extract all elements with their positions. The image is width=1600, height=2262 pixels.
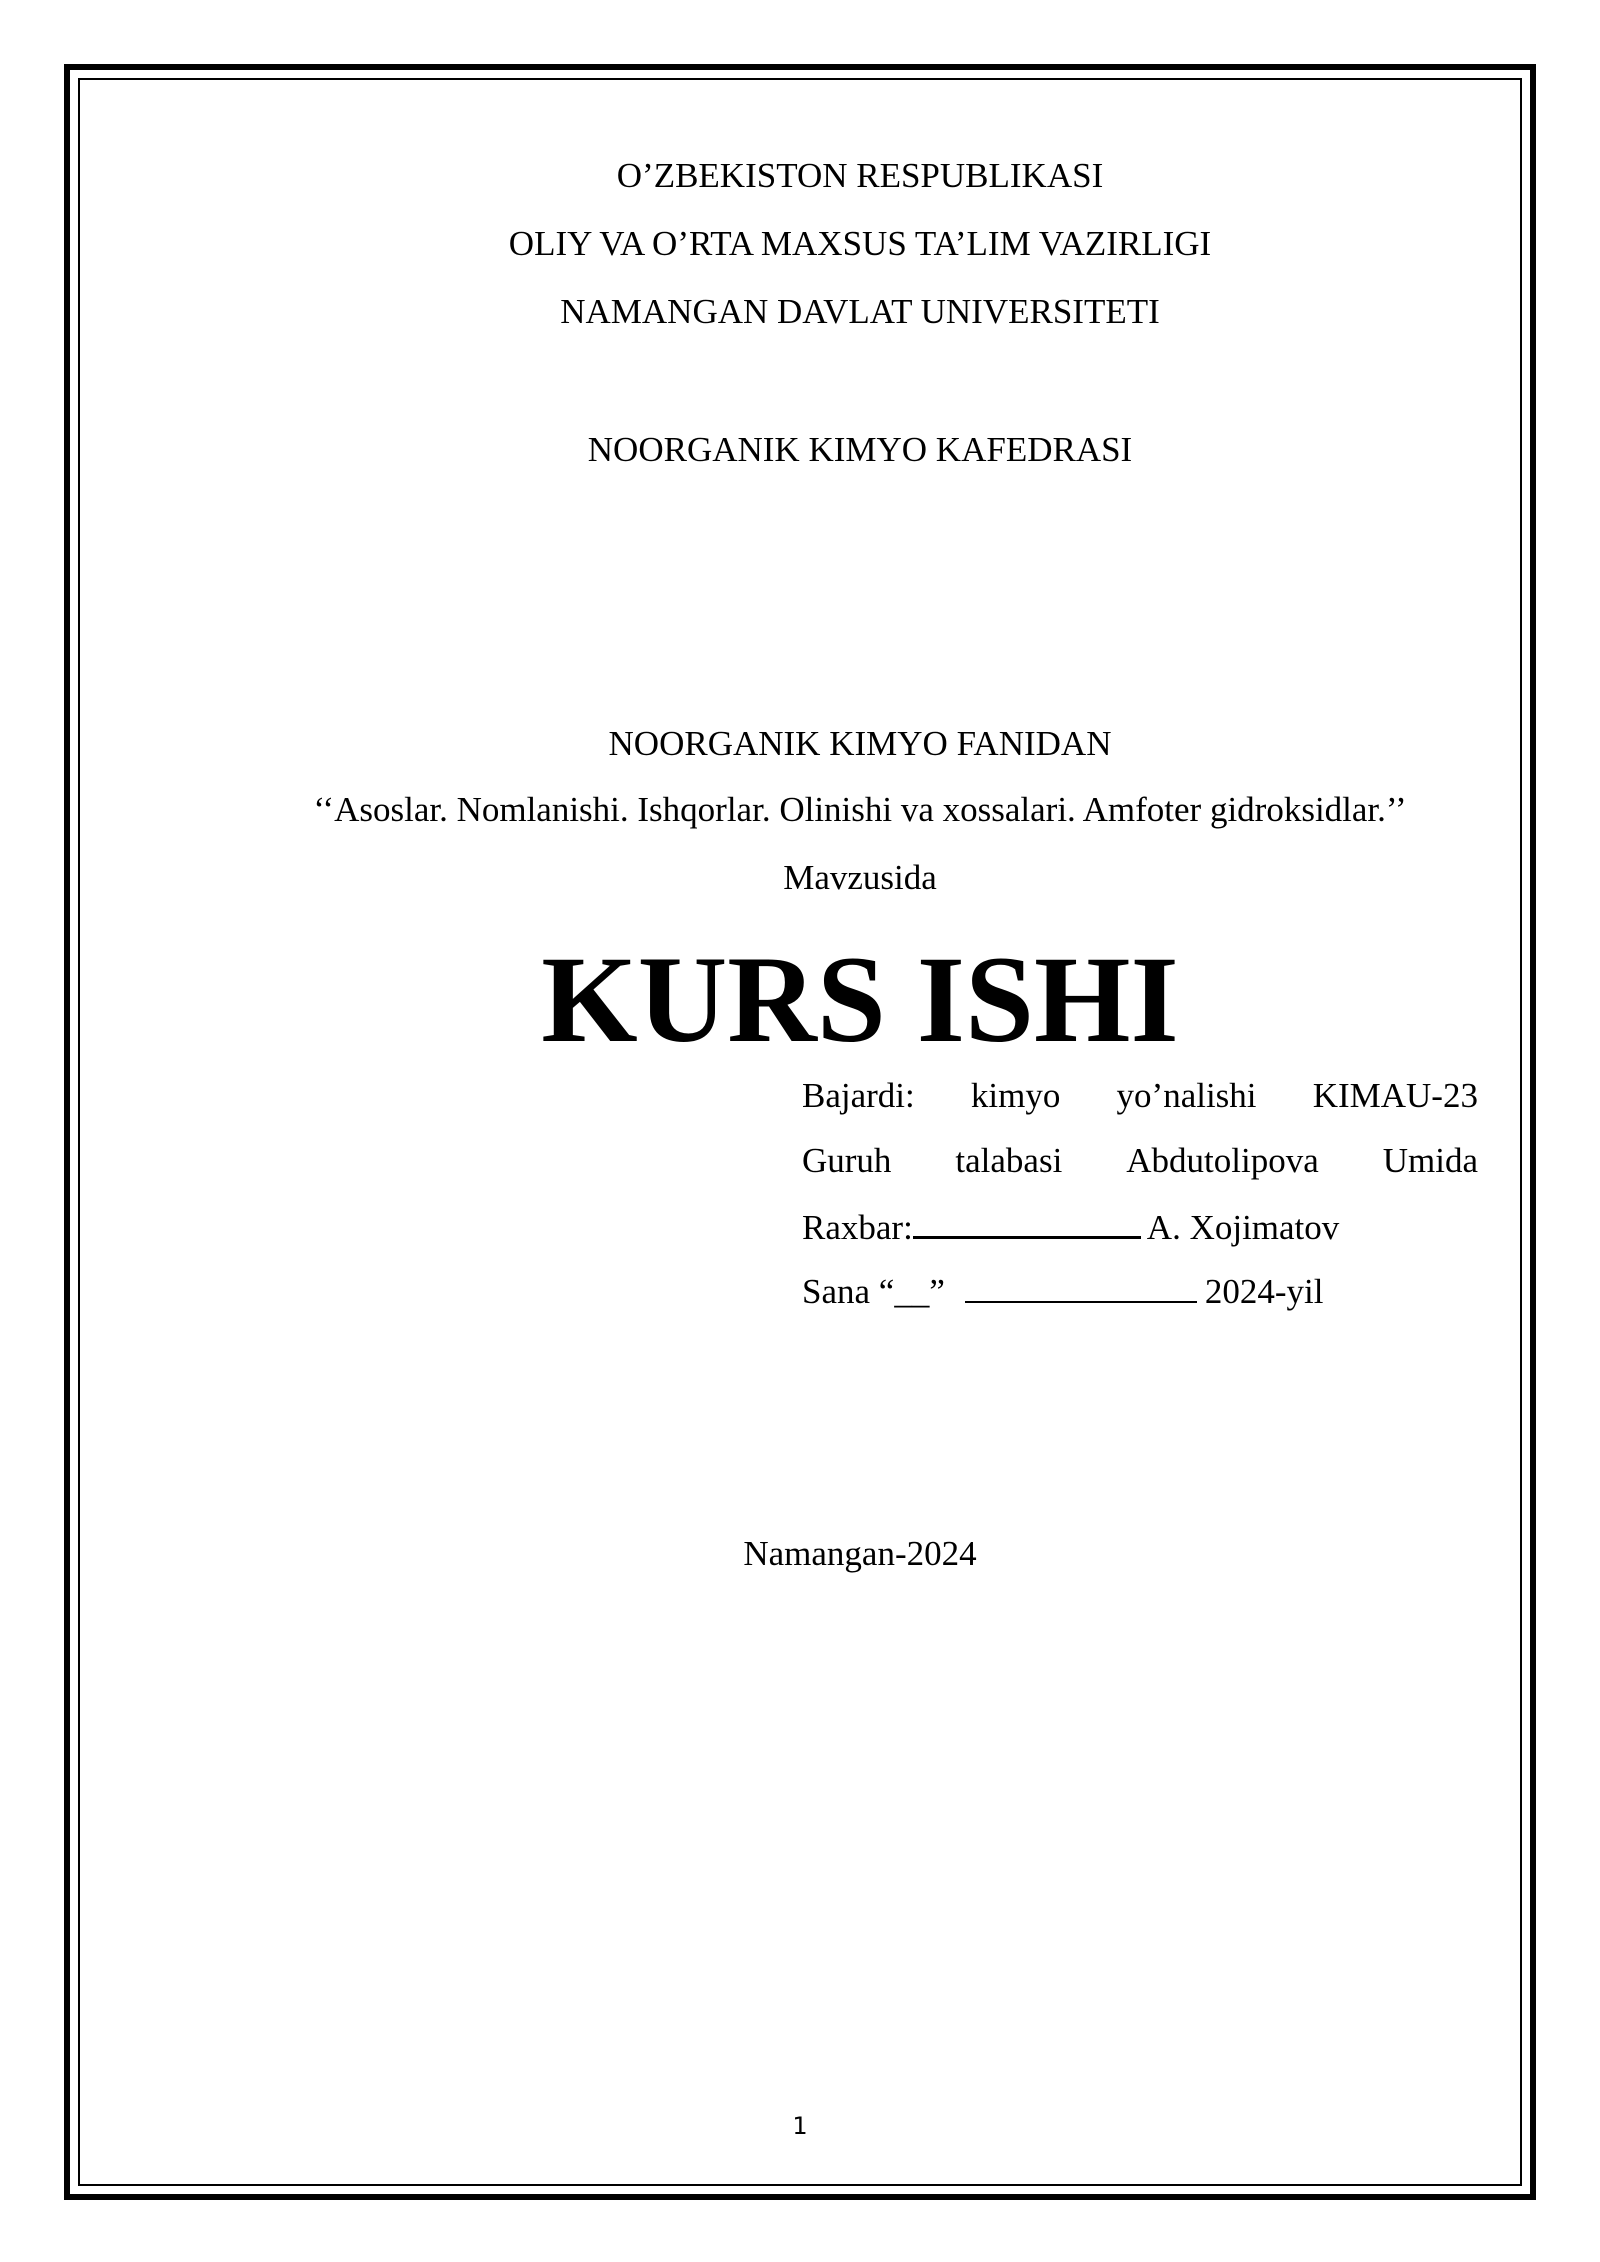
university-name: NAMANGAN DAVLAT UNIVERSITETI (560, 292, 1160, 331)
supervisor-label: Raxbar: (802, 1208, 913, 1247)
group-word: talabasi (955, 1141, 1063, 1180)
page-border-inner (78, 78, 1522, 2186)
group-word: Guruh (802, 1141, 892, 1180)
department-name: NOORGANIK KIMYO KAFEDRASI (587, 430, 1133, 469)
performer-word: KIMAU-23 (1312, 1076, 1478, 1115)
date-line (802, 1271, 1478, 1312)
date-label: Sana “__” (802, 1272, 945, 1311)
topic-line: ‘‘Asoslar. Nomlanishi. Ishqorlar. Olinishi va xossalari. Amfoter gidroksidlar.’’ (313, 790, 1407, 829)
group-line (802, 1141, 1478, 1181)
supervisor-signature-blank (913, 1206, 1141, 1239)
group-word: Umida (1382, 1141, 1478, 1180)
date-year: 2024-yil (1204, 1272, 1324, 1311)
performer-line (802, 1076, 1478, 1116)
supervisor-line (802, 1206, 1478, 1248)
performer-word: Bajardi: (802, 1076, 915, 1115)
date-blank (965, 1271, 1197, 1303)
performer-word: yo’nalishi (1116, 1076, 1257, 1115)
performer-word: kimyo (970, 1076, 1061, 1115)
supervisor-name: A. Xojimatov (1146, 1208, 1340, 1247)
ministry-name: OLIY VA O’RTA MAXSUS TA’LIM VAZIRLIGI (508, 224, 1212, 263)
page-number: 1 (792, 2112, 808, 2140)
subject-line: NOORGANIK KIMYO FANIDAN (608, 724, 1112, 763)
topic-suffix: Mavzusida (783, 858, 937, 897)
country-name: O’ZBEKISTON RESPUBLIKASI (616, 156, 1104, 195)
city-year: Namangan-2024 (743, 1534, 977, 1573)
document-title: KURS ISHI (541, 931, 1179, 1068)
group-word: Abdutolipova (1126, 1141, 1319, 1180)
